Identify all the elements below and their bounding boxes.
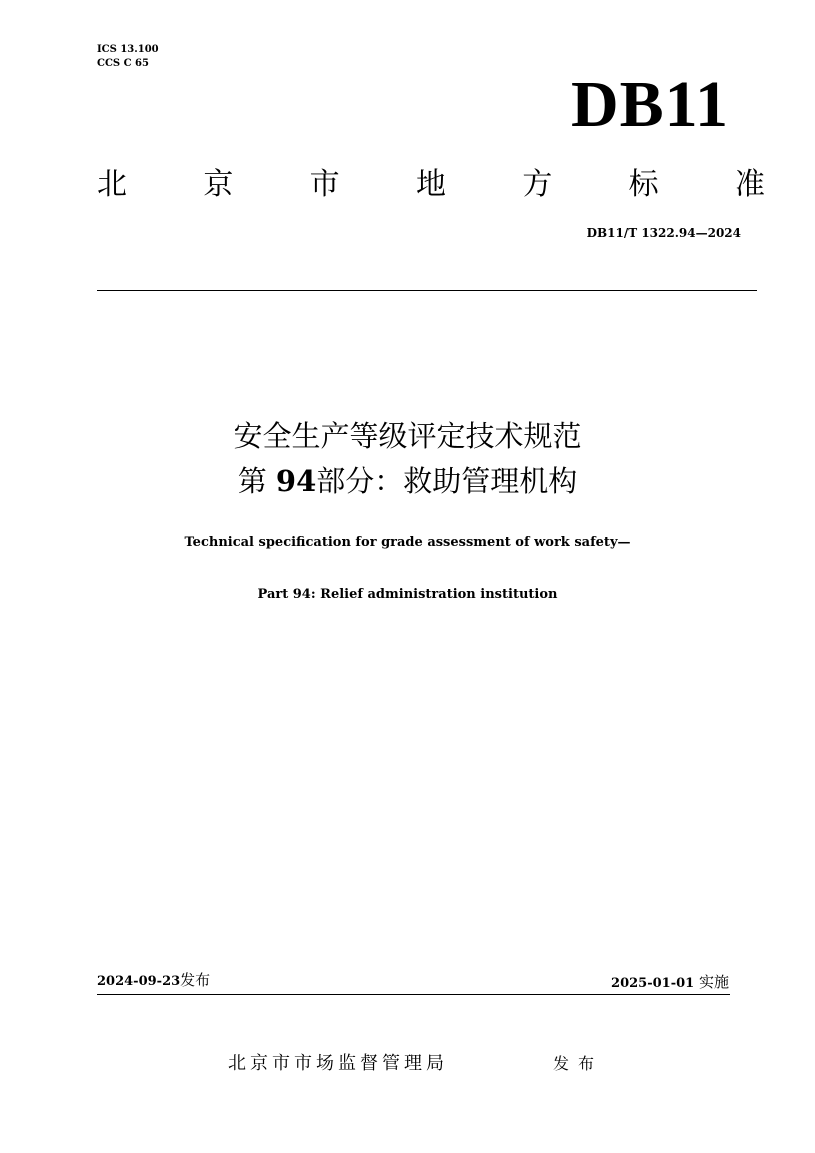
standard-type-char: 京 <box>203 167 234 202</box>
issue-date-label: 发布 <box>180 971 211 989</box>
standard-type-char: 地 <box>415 167 446 202</box>
english-title-line-1: Technical specification for grade assessment of work safety— <box>184 535 631 550</box>
ccs-code: CCS C 65 <box>97 58 149 69</box>
implementation-date <box>611 972 729 994</box>
issue-date <box>97 970 210 992</box>
issuing-authority: 北京市市场监督管理局 <box>228 1053 448 1074</box>
standard-type-char: 准 <box>734 167 765 202</box>
part-number: 94 <box>275 464 317 498</box>
header-divider <box>97 290 757 291</box>
part-suffix: 部分：救助管理机构 <box>316 464 578 498</box>
issue-date-value: 2024-09-23 <box>97 974 181 989</box>
standard-number: DB11/T 1322.94—2024 <box>586 226 741 240</box>
classification-codes <box>97 43 159 71</box>
standard-type-char: 标 <box>628 167 659 202</box>
standard-type-char: 北 <box>97 167 127 202</box>
issuing-action: 发布 <box>553 1054 604 1073</box>
chinese-title-line-2 <box>0 462 815 500</box>
implementation-date-label: 实施 <box>698 973 729 991</box>
standard-type-title <box>97 160 765 202</box>
implementation-date-value: 2025-01-01 <box>611 976 695 991</box>
part-prefix: 第 <box>237 464 267 498</box>
standard-type-char: 市 <box>309 167 340 202</box>
standard-type-char: 方 <box>522 167 553 202</box>
chinese-title-line-1: 安全生产等级评定技术规范 <box>233 419 582 453</box>
ics-code: ICS 13.100 <box>97 44 159 55</box>
english-title-line-2: Part 94: Relief administration institution <box>257 587 558 602</box>
standard-code-mark: DB11 <box>570 68 729 141</box>
footer-divider <box>97 994 730 995</box>
